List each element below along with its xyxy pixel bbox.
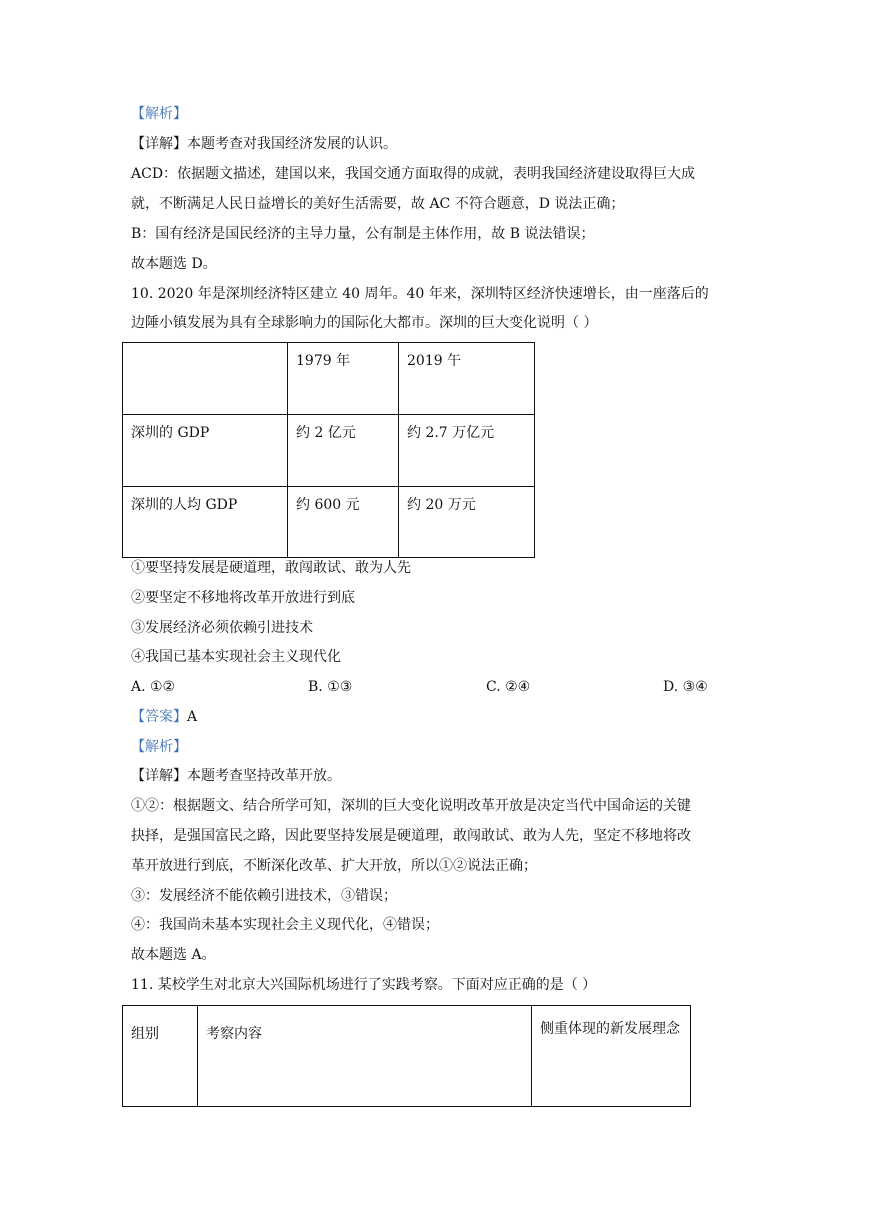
table-cell xyxy=(123,343,288,415)
table-cell: 深圳的人均 GDP xyxy=(123,487,288,558)
option-a: A. ①② xyxy=(131,679,176,695)
explanation-line: B：国有经济是国民经济的主导力量，公有制是主体作用，故 B 说法错误； xyxy=(131,226,595,242)
option-b: B. ①③ xyxy=(308,679,353,695)
explanation-line: ACD：依据题文描述，建国以来，我国交通方面取得的成就，表明我国经济建设取得巨大成 xyxy=(131,166,696,182)
statement-1: ①要坚持发展是硬道理，敢闯敢试、敢为人先 xyxy=(131,560,411,576)
table-cell: 2019 午 xyxy=(399,343,535,415)
detail-line-2 xyxy=(131,766,341,786)
question-10-stem: 边陲小镇发展为具有全球影响力的国际化大都市。深圳的巨大变化说明（ ） xyxy=(131,315,598,331)
table-row xyxy=(123,343,535,415)
airport-survey-table xyxy=(122,1005,691,1107)
table-cell: 考察内容 xyxy=(198,1006,532,1107)
table-cell: 约 2 亿元 xyxy=(288,415,399,487)
table-cell: 1979 年 xyxy=(288,343,399,415)
detail-text: 本题考查对我国经济发展的认识。 xyxy=(187,136,397,152)
detail-tag: 【详解】 xyxy=(131,136,187,152)
table-cell: 约 600 元 xyxy=(288,487,399,558)
explanation-line: 革开放进行到底，不断深化改革、扩大开放，所以①②说法正确； xyxy=(131,858,537,874)
shenzhen-gdp-table xyxy=(122,342,535,558)
table-cell: 深圳的 GDP xyxy=(123,415,288,487)
analysis-tag-2: 【解析】 xyxy=(131,739,187,755)
answer-value: A xyxy=(187,709,198,725)
statement-4: ④我国已基本实现社会主义现代化 xyxy=(131,649,341,665)
detail-text: 本题考查坚持改革开放。 xyxy=(187,768,341,784)
explanation-line: 抉择，是强国富民之路，因此要坚持发展是硬道理，敢闯敢试、敢为人先，坚定不移地将改 xyxy=(131,828,691,844)
explanation-line: ③：发展经济不能依赖引进技术，③错误； xyxy=(131,888,397,904)
explanation-line: ①②：根据题文、结合所学可知，深圳的巨大变化说明改革开放是决定当代中国命运的关键 xyxy=(131,798,691,814)
conclusion-line: 故本题选 A。 xyxy=(131,947,216,963)
explanation-line: 就，不断满足人民日益增长的美好生活需要，故 AC 不符合题意，D 说法正确； xyxy=(131,196,625,212)
table-row xyxy=(123,415,535,487)
question-10-stem: 10. 2020 年是深圳经济特区建立 40 周年。40 年来，深圳特区经济快速增长，由一座落后的 xyxy=(131,286,709,302)
question-11-stem: 11. 某校学生对北京大兴国际机场进行了实践考察。下面对应正确的是（ ） xyxy=(131,977,597,993)
table-row xyxy=(123,1006,691,1107)
statement-3: ③发展经济必须依赖引进技术 xyxy=(131,620,313,636)
option-d: D. ③④ xyxy=(663,679,708,695)
option-c: C. ②④ xyxy=(486,679,531,695)
table-cell: 约 2.7 万亿元 xyxy=(399,415,535,487)
table-row xyxy=(123,487,535,558)
detail-line-1 xyxy=(131,134,397,154)
statement-2: ②要坚定不移地将改革开放进行到底 xyxy=(131,590,355,606)
table-cell: 约 20 万元 xyxy=(399,487,535,558)
conclusion-line: 故本题选 D。 xyxy=(131,256,217,272)
table-cell: 侧重体现的新发展理念 xyxy=(532,1006,691,1107)
table-cell: 组别 xyxy=(123,1006,198,1107)
explanation-line: ④：我国尚未基本实现社会主义现代化，④错误； xyxy=(131,917,439,933)
detail-tag: 【详解】 xyxy=(131,768,187,784)
answer-line xyxy=(131,707,197,727)
analysis-tag-1: 【解析】 xyxy=(131,106,187,122)
answer-tag: 【答案】 xyxy=(131,709,187,725)
